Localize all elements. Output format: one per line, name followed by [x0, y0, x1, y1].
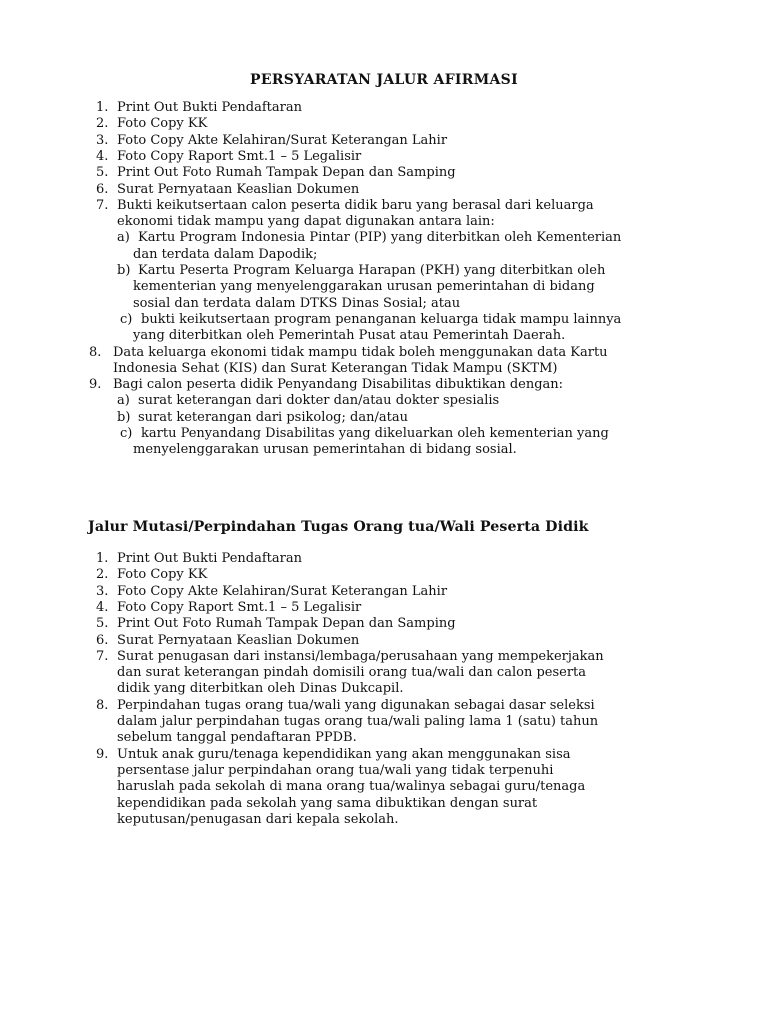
- list-item-text: Print Out Bukti Pendaftaran: [117, 551, 302, 566]
- list-item-text: Print Out Foto Rumah Tampak Depan dan Samping: [117, 616, 456, 632]
- sub-item-letter: a): [117, 230, 130, 246]
- list-item-number: 3.: [96, 132, 109, 148]
- list-item-text: kependidikan pada sekolah yang sama dibuktikan dengan surat: [117, 795, 538, 811]
- list-item-number: 6.: [96, 632, 109, 648]
- sub-item-letter: c): [120, 311, 133, 327]
- list-item-text: Surat penugasan dari instansi/lembaga/perusahaan yang mempekerjakan: [117, 648, 604, 664]
- sub-item-letter: a): [117, 393, 130, 409]
- sub-item-text: sosial dan terdata dalam DTKS Dinas Sosial; atau: [133, 295, 461, 311]
- sub-item-text: yang diterbitkan oleh Pemerintah Pusat atau Pemerintah Daerah.: [133, 328, 566, 344]
- sub-item-text: Kartu Program Indonesia Pintar (PIP) yang diterbitkan oleh Kementerian: [138, 230, 622, 246]
- sub-item-text: bukti keikutsertaan program penanganan keluarga tidak mampu lainnya: [141, 311, 622, 327]
- section2-title: Jalur Mutasi/Perpindahan Tugas Orang tua/Wali Peserta Didik: [88, 519, 589, 535]
- list-item-number: 2.: [96, 116, 109, 132]
- list-item-text: Surat Pernyataan Keaslian Dokumen: [117, 181, 360, 197]
- list-item-number: 1.: [96, 551, 109, 566]
- sub-item-text: dan terdata dalam Dapodik;: [133, 246, 318, 262]
- list-item-number: 4.: [96, 599, 109, 615]
- list-item-text: Foto Copy Raport Smt.1 – 5 Legalisir: [117, 148, 362, 164]
- list-item-text: Bukti keikutsertaan calon peserta didik baru yang berasal dari keluarga: [117, 197, 594, 213]
- list-item-text: Print Out Foto Rumah Tampak Depan dan Samping: [117, 165, 456, 181]
- list-item-text: persentase jalur perpindahan orang tua/wali yang tidak terpenuhi: [117, 762, 554, 778]
- list-item-text: sebelum tanggal pendaftaran PPDB.: [117, 730, 357, 746]
- list-item-number: 3.: [96, 583, 109, 599]
- list-item-number: 5.: [96, 616, 109, 632]
- list-item-text: Perpindahan tugas orang tua/wali yang digunakan sebagai dasar seleksi: [117, 697, 595, 713]
- sub-item-letter: b): [117, 263, 131, 278]
- list-item-number: 8.: [89, 344, 102, 360]
- list-item-number: 7.: [96, 197, 109, 213]
- sub-item-letter: c): [120, 426, 133, 441]
- list-item-text: Foto Copy KK: [117, 116, 208, 132]
- list-item-text: Surat Pernyataan Keaslian Dokumen: [117, 632, 360, 648]
- sub-item-text: kementerian yang menyelenggarakan urusan pemerintahan di bidang: [133, 279, 595, 295]
- list-item-text: Untuk anak guru/tenaga kependidikan yang akan menggunakan sisa: [117, 746, 571, 762]
- list-item-number: 5.: [96, 165, 109, 181]
- list-item-number: 9.: [96, 746, 109, 762]
- list-item-text: Foto Copy Akte Kelahiran/Surat Keterangan Lahir: [117, 583, 448, 599]
- list-item-text: Foto Copy Raport Smt.1 – 5 Legalisir: [117, 599, 362, 615]
- list-item-text: dan surat keterangan pindah domisili orang tua/wali dan calon peserta: [117, 665, 587, 681]
- list-item-number: 9.: [89, 377, 102, 393]
- list-item-text: ekonomi tidak mampu yang dapat digunakan antara lain:: [117, 214, 495, 230]
- list-item-text: Print Out Bukti Pendaftaran: [117, 100, 302, 115]
- list-item-number: 1.: [96, 100, 109, 115]
- list-item-text: didik yang diterbitkan oleh Dinas Dukcapil.: [117, 681, 404, 697]
- sub-item-letter: b): [117, 409, 131, 425]
- sub-item-text: surat keterangan dari psikolog; dan/atau: [138, 409, 408, 425]
- section1-title: PERSYARATAN JALUR AFIRMASI: [250, 72, 518, 88]
- list-item-number: 4.: [96, 148, 109, 164]
- list-item-text: Data keluarga ekonomi tidak mampu tidak boleh menggunakan data Kartu: [113, 344, 608, 360]
- list-item-number: 2.: [96, 567, 109, 583]
- list-item-number: 7.: [96, 648, 109, 664]
- list-item-number: 8.: [96, 697, 109, 713]
- list-item-text: haruslah pada sekolah di mana orang tua/walinya sebagai guru/tenaga: [117, 779, 586, 795]
- list-item-text: Foto Copy Akte Kelahiran/Surat Keterangan Lahir: [117, 132, 448, 148]
- list-item-text: keputusan/penugasan dari kepala sekolah.: [117, 811, 399, 827]
- list-item-text: Indonesia Sehat (KIS) dan Surat Keterangan Tidak Mampu (SKTM): [113, 360, 558, 376]
- sub-item-text: surat keterangan dari dokter dan/atau dokter spesialis: [138, 393, 500, 409]
- list-item-number: 6.: [96, 181, 109, 197]
- sub-item-text: menyelenggarakan urusan pemerintahan di bidang sosial.: [133, 442, 517, 458]
- sub-item-text: Kartu Peserta Program Keluarga Harapan (PKH) yang diterbitkan oleh: [138, 263, 606, 278]
- list-item-text: Foto Copy KK: [117, 567, 208, 583]
- sub-item-text: kartu Penyandang Disabilitas yang dikeluarkan oleh kementerian yang: [141, 426, 609, 441]
- list-item-text: dalam jalur perpindahan tugas orang tua/wali paling lama 1 (satu) tahun: [117, 714, 599, 729]
- list-item-text: Bagi calon peserta didik Penyandang Disabilitas dibuktikan dengan:: [113, 377, 564, 393]
